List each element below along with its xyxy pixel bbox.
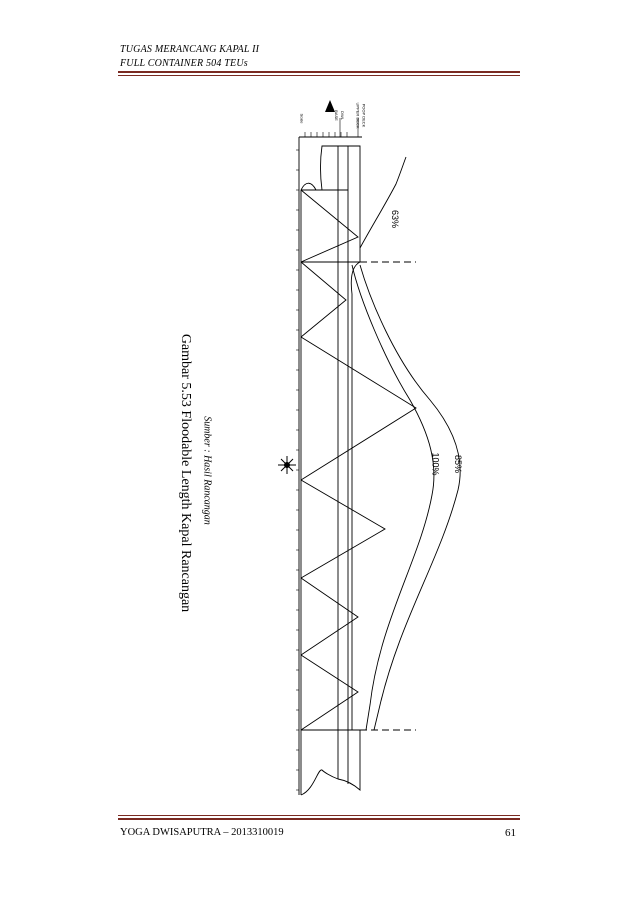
header-subtitle: FULL CONTAINER 504 TEUs bbox=[120, 58, 248, 69]
curve-label-63: 63% bbox=[390, 209, 401, 229]
curve-label-100: 100% bbox=[430, 452, 441, 476]
curve-label-85: 85% bbox=[453, 454, 464, 474]
legend-scale: Scale bbox=[299, 113, 305, 124]
legend-poop-deck: POOP DECK bbox=[361, 103, 367, 128]
footer-author: YOGA DWISAPUTRA – 2013310019 bbox=[120, 827, 284, 838]
legend-upper-deck: UPPER DECK bbox=[355, 102, 361, 129]
footer-rule-thin bbox=[118, 815, 520, 816]
header-title: TUGAS MERANCANG KAPAL II bbox=[120, 44, 260, 55]
figure-source: Sumber : Hasil Rancangan bbox=[201, 416, 213, 525]
legend-base: BASE bbox=[333, 110, 339, 121]
footer-rule bbox=[118, 818, 520, 820]
figure-caption: Gambar 5.53 Floodable Length Kapal Rancangan bbox=[178, 333, 193, 613]
legend-dwl: DWL bbox=[339, 111, 345, 120]
page-number: 61 bbox=[505, 827, 516, 839]
